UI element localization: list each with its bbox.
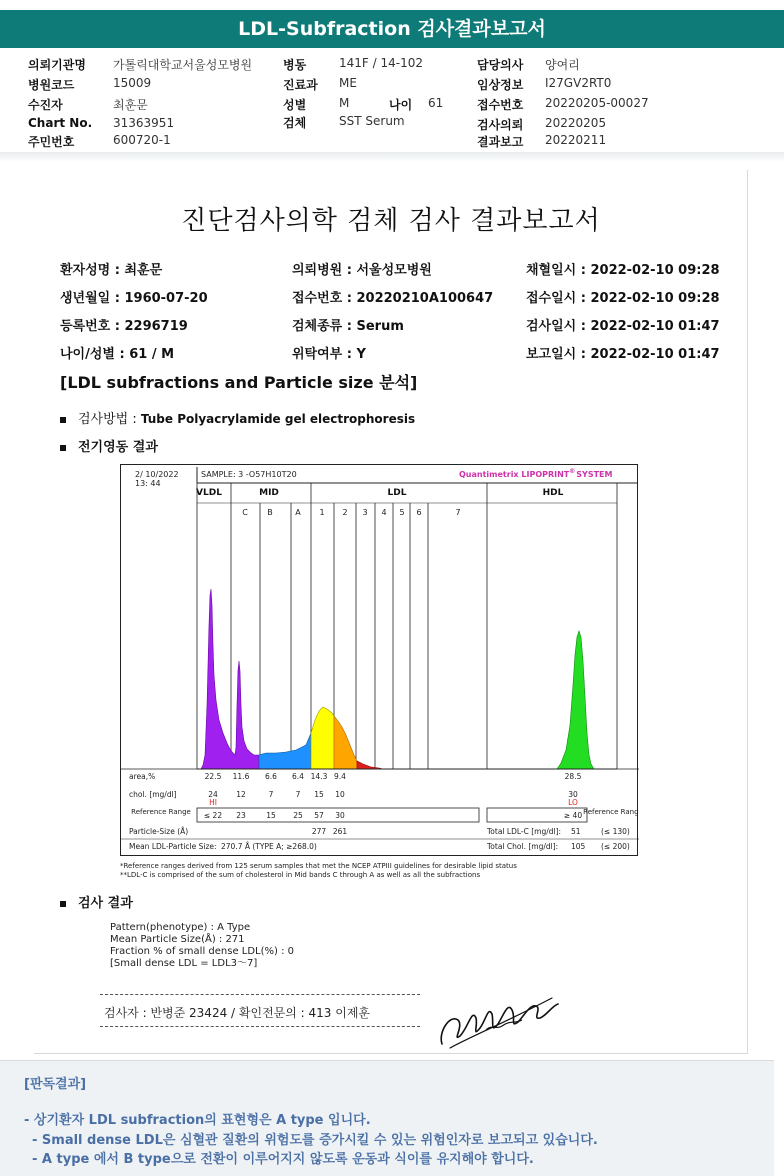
group-label-vldl: VLDL (196, 488, 222, 498)
chart-footnotes (120, 862, 517, 880)
header-label: 진료과 (283, 78, 318, 92)
patient-info: 접수번호 : 20220210A100647 (292, 291, 494, 306)
electrophoresis-chart (120, 464, 638, 856)
ldl-peak-2-area (334, 716, 357, 769)
total-ldl-label: Total LDL-C [mg/dl]: (487, 827, 562, 836)
interpretation-line: - A type 에서 B type으로 전환이 이루어지지 않도록 운동과 식이를 유지해야 합니다. (32, 1152, 534, 1167)
ref-label: Reference Range (131, 808, 191, 816)
brand-suffix: SYSTEM (576, 470, 613, 479)
footnote-line: *Reference ranges derived from 125 serum samples that met the NCEP ATPIII guidelines for desirable lipid status (120, 862, 517, 870)
brand-sup: ® (569, 468, 576, 475)
header-value: 최훈문 (113, 98, 148, 112)
header-value: 양여리 (545, 58, 580, 72)
mean-particle-value: 270.7 Å (TYPE A; ≥268.0) (221, 842, 317, 851)
signature-image (432, 984, 562, 1054)
method-value: Tube Polyacrylamide gel electrophoresis (140, 412, 416, 426)
group-label-mid: MID (259, 488, 279, 498)
chart-brand (459, 468, 613, 479)
total-chol-ref: (≤ 200) (601, 842, 630, 851)
total-chol-label: Total Chol. [mg/dl]: (487, 842, 559, 851)
report-title-bar: LDL-Subfraction 검사결과보고서 (0, 10, 784, 48)
total-ldl-ref: (≤ 130) (601, 827, 630, 836)
header-label-age: 나이 (389, 98, 413, 112)
header-value: 31363951 (113, 116, 175, 130)
header-label: 주민번호 (28, 135, 75, 149)
report-document (34, 170, 748, 1054)
header-value: 15009 (113, 76, 152, 90)
flag-lo: LO (568, 798, 578, 807)
result-line: Fraction % of small dense LDL(%) : 0 (110, 946, 295, 957)
footnote-line: **LDL-C is comprised of the sum of cholesterol in Mid bands C through A as well as all the subfractions (120, 871, 481, 879)
signature-divider-top (100, 994, 420, 995)
area-value: 6.6 (265, 772, 277, 781)
header-label: 담당의사 (477, 58, 524, 72)
band-label-4: 4 (381, 508, 387, 517)
chol-value: 30 (568, 790, 578, 799)
particle-label: Particle-Size (Å) (129, 827, 189, 836)
band-label-1: 1 (319, 508, 325, 517)
group-label-hdl: HDL (542, 488, 564, 498)
header-value: ME (339, 76, 357, 90)
header-value: 가톨릭대학교서울성모병원 (113, 58, 253, 72)
electro-label: 전기영동 결과 (78, 440, 158, 455)
total-chol-value: 105 (571, 842, 586, 851)
band-label-5: 5 (399, 508, 405, 517)
patient-info: 위탁여부 : Y (292, 347, 366, 362)
examiner-line: 검사자 : 반병준 23424 / 확인전문의 : 413 이제훈 (104, 1006, 371, 1020)
area-value: 6.4 (292, 772, 304, 781)
interpretation-panel (0, 1060, 774, 1176)
patient-info: 의뢰병원 : 서울성모병원 (292, 263, 432, 278)
particle-value: 261 (332, 827, 348, 836)
band-label-a: A (295, 508, 301, 517)
area-value: 11.6 (232, 772, 250, 781)
header-value: 20220205 (545, 116, 607, 130)
hdl-area (557, 631, 594, 769)
result-bullet (60, 892, 133, 911)
result-line: [Small dense LDL = LDL3～7] (110, 958, 258, 969)
row-label-area: area,% (129, 772, 156, 781)
chol-value: 7 (295, 790, 301, 799)
ldl-peak-1-area (311, 707, 334, 769)
header-label: 성별 (283, 98, 307, 112)
ref-value: ≤ 22 (203, 811, 223, 820)
patient-info: 등록번호 : 2296719 (60, 319, 188, 334)
bullet-icon (60, 417, 66, 423)
band-label-3: 3 (362, 508, 368, 517)
header-label: 접수번호 (477, 98, 524, 112)
patient-info: 접수일시 : 2022-02-10 09:28 (526, 291, 720, 306)
document-title: 진단검사의학 검체 검사 결과보고서 (181, 206, 601, 236)
row-label-chol: chol. [mg/dl] (129, 790, 177, 799)
bullet-icon (60, 445, 66, 451)
method-label: 검사방법 : (78, 412, 137, 427)
header-label: 검사의뢰 (477, 118, 524, 132)
header-label: 수진자 (28, 98, 63, 112)
ref-value: 30 (335, 811, 345, 820)
ref-value: 57 (314, 811, 324, 820)
patient-info: 검사일시 : 2022-02-10 01:47 (526, 319, 720, 334)
vldl-area (201, 589, 259, 769)
bullet-icon (60, 901, 66, 907)
header-label: 의뢰기관명 (28, 58, 86, 72)
brand-name: Quantimetrix LIPOPRINT (459, 470, 570, 479)
flag-hi: HI (209, 798, 217, 807)
band-label-2: 2 (342, 508, 348, 517)
chol-value: 24 (208, 790, 218, 799)
chol-value: 12 (236, 790, 246, 799)
interpretation-line: - Small dense LDL은 심혈관 질환의 위험도를 증가시킬 수 있는 위험인자로 보고되고 있습니다. (32, 1133, 598, 1148)
header-label: 검체 (283, 116, 307, 130)
electro-bullet (60, 436, 158, 455)
header-value: I27GV2RT0 (545, 76, 612, 90)
band-label-6: 6 (416, 508, 422, 517)
area-value: 28.5 (564, 772, 582, 781)
area-value: 14.3 (310, 772, 328, 781)
chol-value: 7 (268, 790, 274, 799)
ref-label-right: Reference Range (583, 808, 639, 816)
header-label: 병원코드 (28, 78, 75, 92)
ldl-tail-area (357, 761, 383, 769)
section-heading: [LDL subfractions and Particle size 분석] (60, 373, 418, 392)
area-value: 22.5 (204, 772, 222, 781)
area-value: 9.4 (334, 772, 346, 781)
header-value: SST Serum (339, 114, 405, 128)
patient-info: 검체종류 : Serum (292, 319, 404, 334)
mid-area (259, 733, 311, 769)
band-label-7: 7 (455, 508, 461, 517)
header-label: 임상정보 (477, 78, 524, 92)
chart-svg (121, 465, 639, 857)
header-value: 20220205-00027 (545, 96, 649, 110)
header-divider (0, 152, 784, 162)
header-value: 141F / 14-102 (339, 56, 423, 70)
signature-divider-bottom (100, 1026, 420, 1027)
ref-value: 25 (293, 811, 303, 820)
patient-info: 보고일시 : 2022-02-10 01:47 (526, 347, 720, 362)
interpretation-title: [판독결과] (24, 1077, 87, 1092)
mean-particle-label: Mean LDL-Particle Size: (129, 842, 217, 851)
header-label: 병동 (283, 58, 307, 72)
header-label: Chart No. (28, 116, 93, 130)
patient-info: 생년월일 : 1960-07-20 (60, 291, 208, 306)
chol-value: 15 (314, 790, 324, 799)
ref-value: 15 (266, 811, 276, 820)
chart-time: 13: 44 (135, 479, 161, 488)
result-line: Mean Particle Size(Å) : 271 (110, 934, 245, 945)
method-bullet (60, 408, 415, 427)
result-details (110, 922, 294, 970)
chol-value: 10 (335, 790, 345, 799)
patient-info: 환자성명 : 최훈문 (60, 263, 163, 278)
band-label-b: B (267, 508, 273, 517)
header-value-age: 61 (428, 96, 444, 110)
header-value: 20220211 (545, 133, 607, 147)
result-label: 검사 결과 (78, 896, 133, 911)
patient-info: 채혈일시 : 2022-02-10 09:28 (526, 263, 720, 278)
particle-value: 277 (311, 827, 327, 836)
result-line: Pattern(phenotype) : A Type (110, 922, 251, 933)
ref-value-hdl: ≥ 40 (563, 811, 583, 820)
header-value: M (339, 96, 350, 110)
ref-value: 23 (236, 811, 246, 820)
band-label-c: C (242, 508, 248, 517)
chart-sample: SAMPLE: 3 -O57H10T20 (201, 470, 297, 479)
chart-date: 2/ 10/2022 (135, 470, 179, 479)
header-value: 600720-1 (113, 133, 171, 147)
interpretation-line: - 상기환자 LDL subfraction의 표현형은 A type 입니다. (24, 1113, 371, 1128)
header-label: 결과보고 (477, 135, 524, 149)
request-header (0, 52, 784, 152)
total-ldl-value: 51 (571, 827, 581, 836)
patient-info: 나이/성별 : 61 / M (60, 347, 175, 362)
group-label-ldl: LDL (387, 488, 407, 498)
